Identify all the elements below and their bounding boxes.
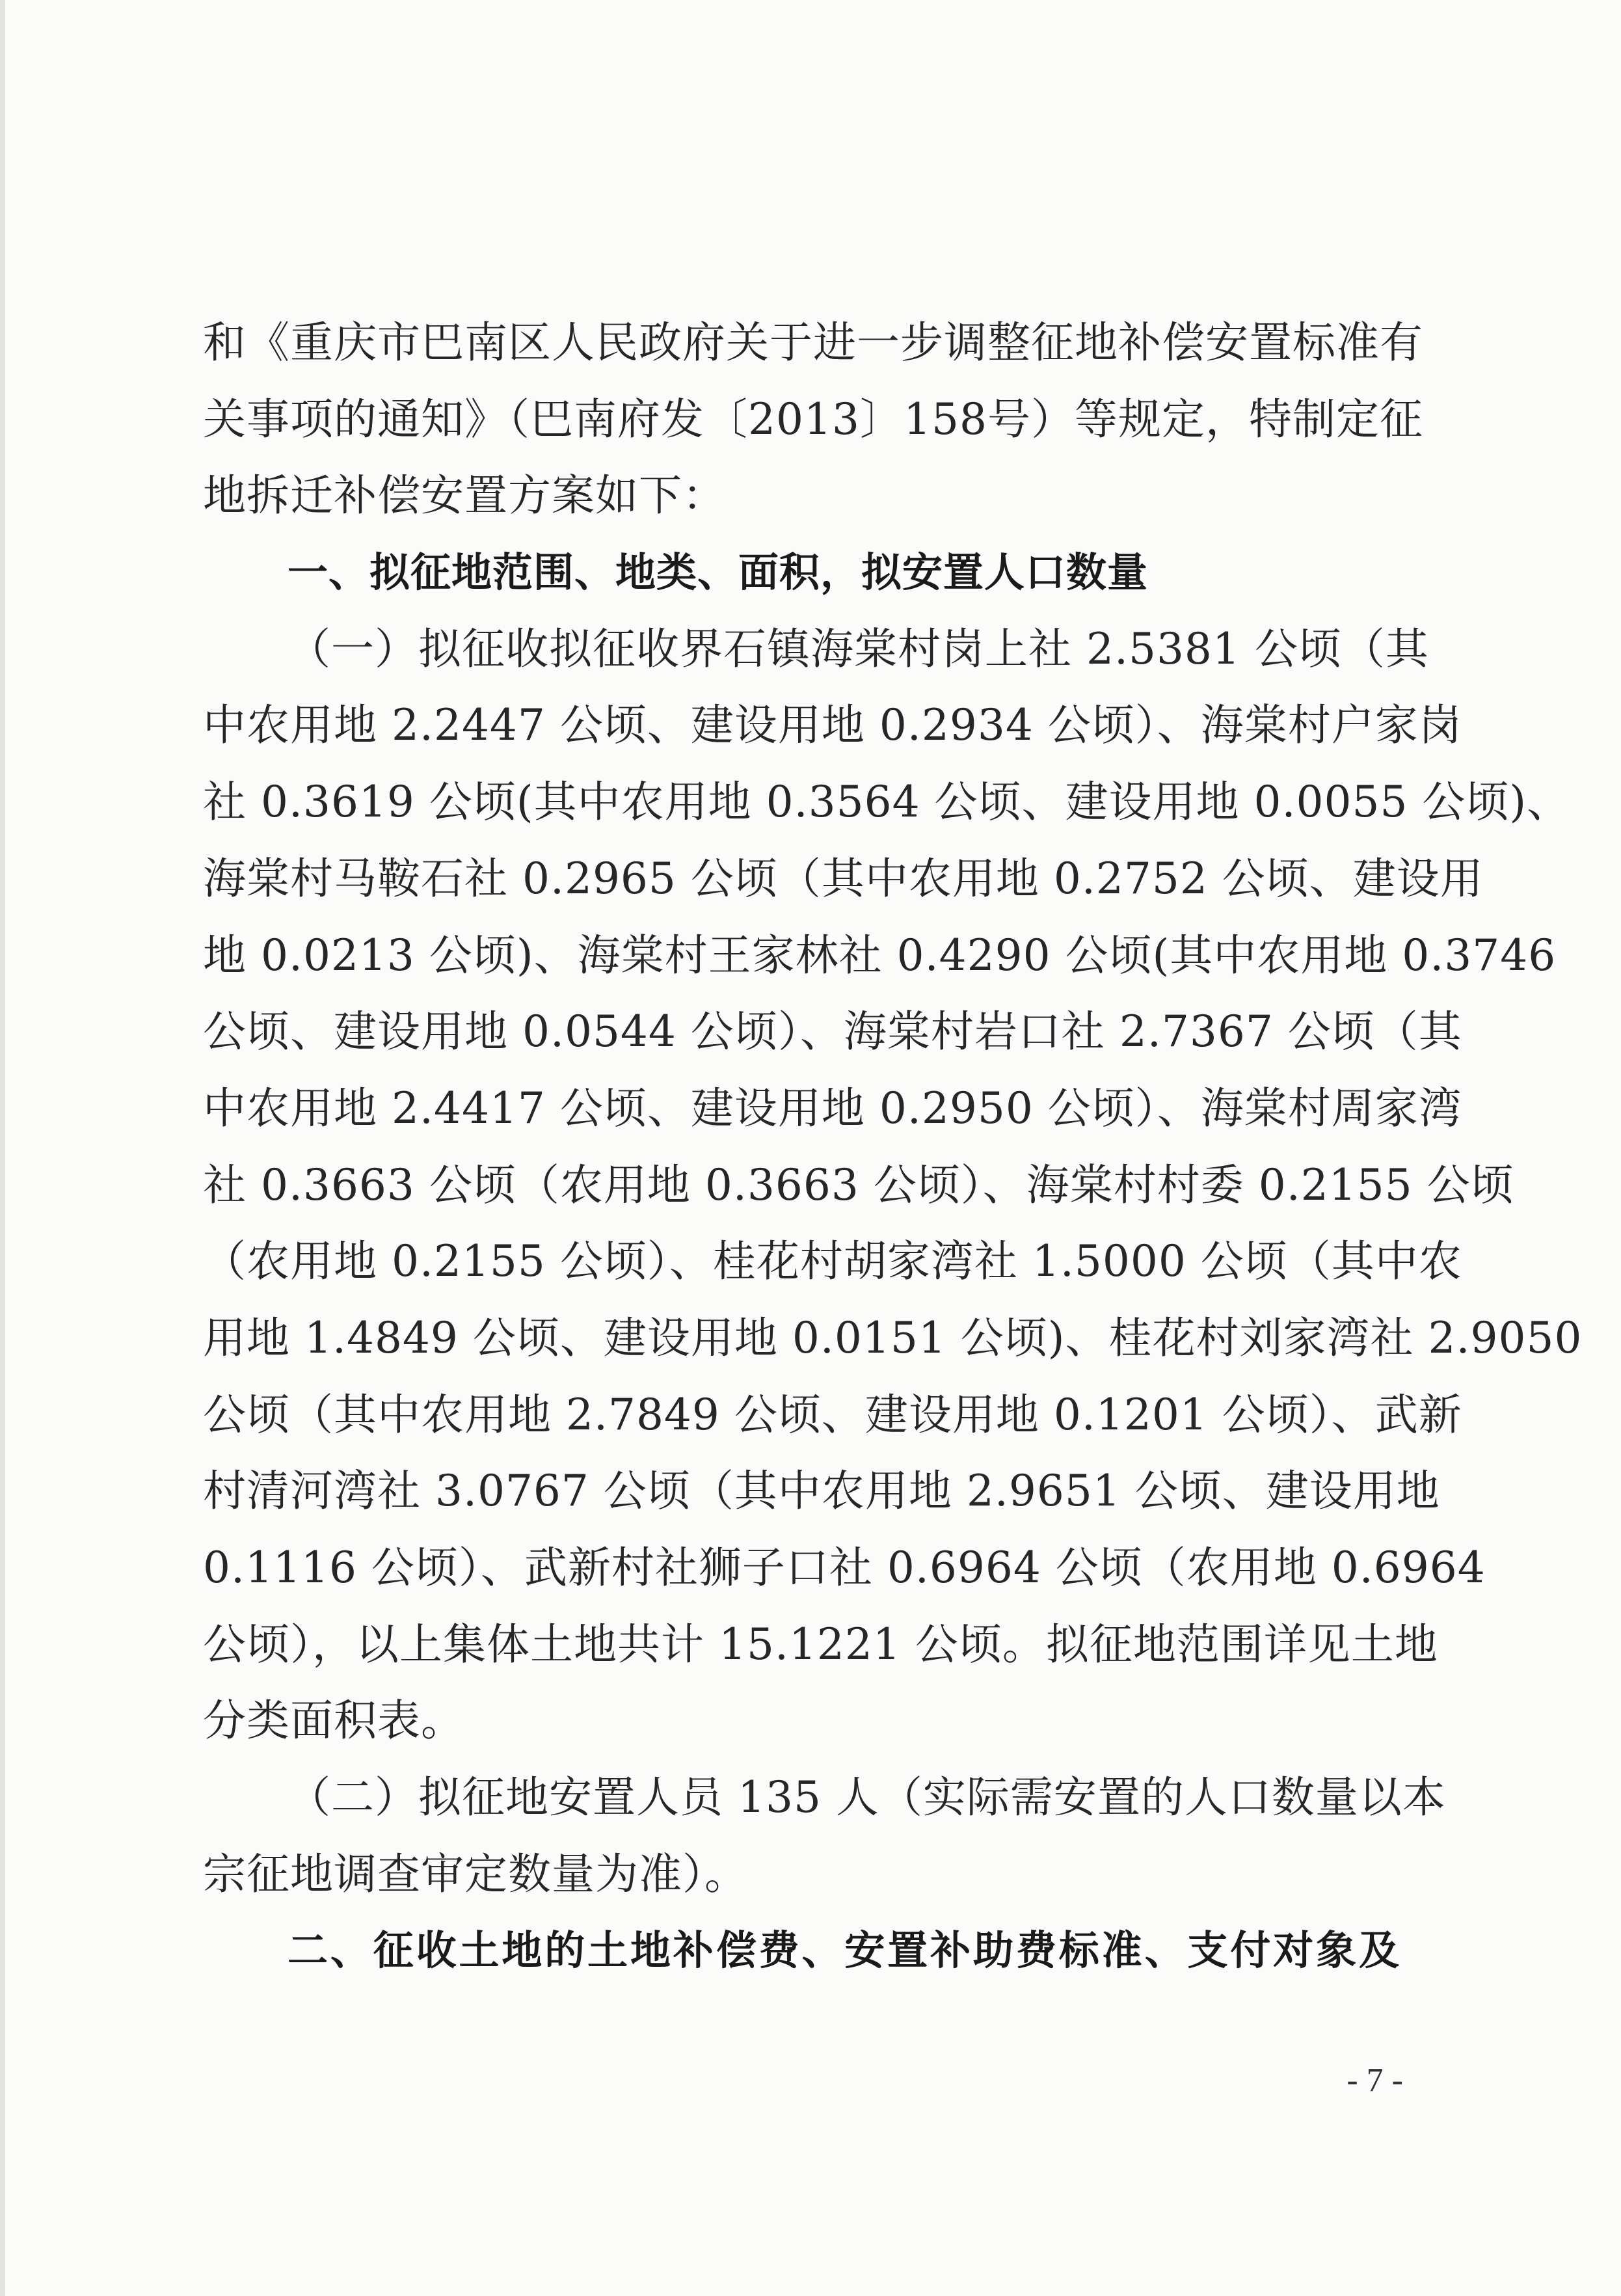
body-line: 0.1116 公顷）、武新村社狮子口社 0.6964 公顷（农用地 0.6964 xyxy=(203,1543,1486,1593)
body-line: 公顷），以上集体土地共计 15.1221 公顷。拟征地范围详见土地 xyxy=(203,1619,1438,1669)
body-line: 社 0.3663 公顷（农用地 0.3663 公顷）、海棠村村委 0.2155 公顷 xyxy=(203,1159,1514,1210)
section-heading-2: 二、征收土地的土地补偿费、安置补助费标准、支付对象及 xyxy=(288,1926,1400,1975)
body-line: 中农用地 2.2447 公顷、建设用地 0.2934 公顷）、海棠村户家岗 xyxy=(203,700,1462,751)
body-line: 地拆迁补偿安置方案如下： xyxy=(203,470,726,521)
body-line: 宗征地调查审定数量为准）。 xyxy=(203,1848,748,1899)
page-number: - 7 - xyxy=(1346,2062,1403,2099)
document-body xyxy=(203,304,1583,1989)
body-line: 中农用地 2.4417 公顷、建设用地 0.2950 公顷）、海棠村周家湾 xyxy=(203,1083,1462,1133)
body-line: 海棠村马鞍石社 0.2965 公顷（其中农用地 0.2752 公顷、建设用 xyxy=(203,853,1484,904)
body-line: 分类面积表。 xyxy=(203,1695,464,1746)
body-line: 公顷（其中农用地 2.7849 公顷、建设用地 0.1201 公顷）、武新 xyxy=(203,1389,1462,1440)
body-line: （农用地 0.2155 公顷）、桂花村胡家湾社 1.5000 公顷（其中农 xyxy=(203,1236,1462,1287)
body-line: 社 0.3619 公顷(其中农用地 0.3564 公顷、建设用地 0.0055 公顷)、 xyxy=(203,777,1571,828)
scan-edge xyxy=(0,0,5,2296)
body-line: （一）拟征收拟征收界石镇海棠村岗上社 2.5381 公顷（其 xyxy=(288,623,1429,674)
body-line: 和《重庆市巴南区人民政府关于进一步调整征地补偿安置标准有 xyxy=(203,317,1423,368)
body-line: 关事项的通知》（巴南府发〔2013〕158号）等规定，特制定征 xyxy=(203,394,1423,444)
body-line: （二）拟征地安置人员 135 人（实际需安置的人口数量以本 xyxy=(288,1772,1446,1823)
section-heading-1: 一、拟征地范围、地类、面积，拟安置人口数量 xyxy=(288,548,1149,597)
body-line: 地 0.0213 公顷)、海棠村王家林社 0.4290 公顷(其中农用地 0.3746 xyxy=(203,930,1557,980)
body-line: 用地 1.4849 公顷、建设用地 0.0151 公顷)、桂花村刘家湾社 2.9050 xyxy=(203,1312,1583,1363)
body-line: 公顷、建设用地 0.0544 公顷）、海棠村岩口社 2.7367 公顷（其 xyxy=(203,1006,1462,1057)
body-line: 村清河湾社 3.0767 公顷（其中农用地 2.9651 公顷、建设用地 xyxy=(203,1466,1440,1517)
